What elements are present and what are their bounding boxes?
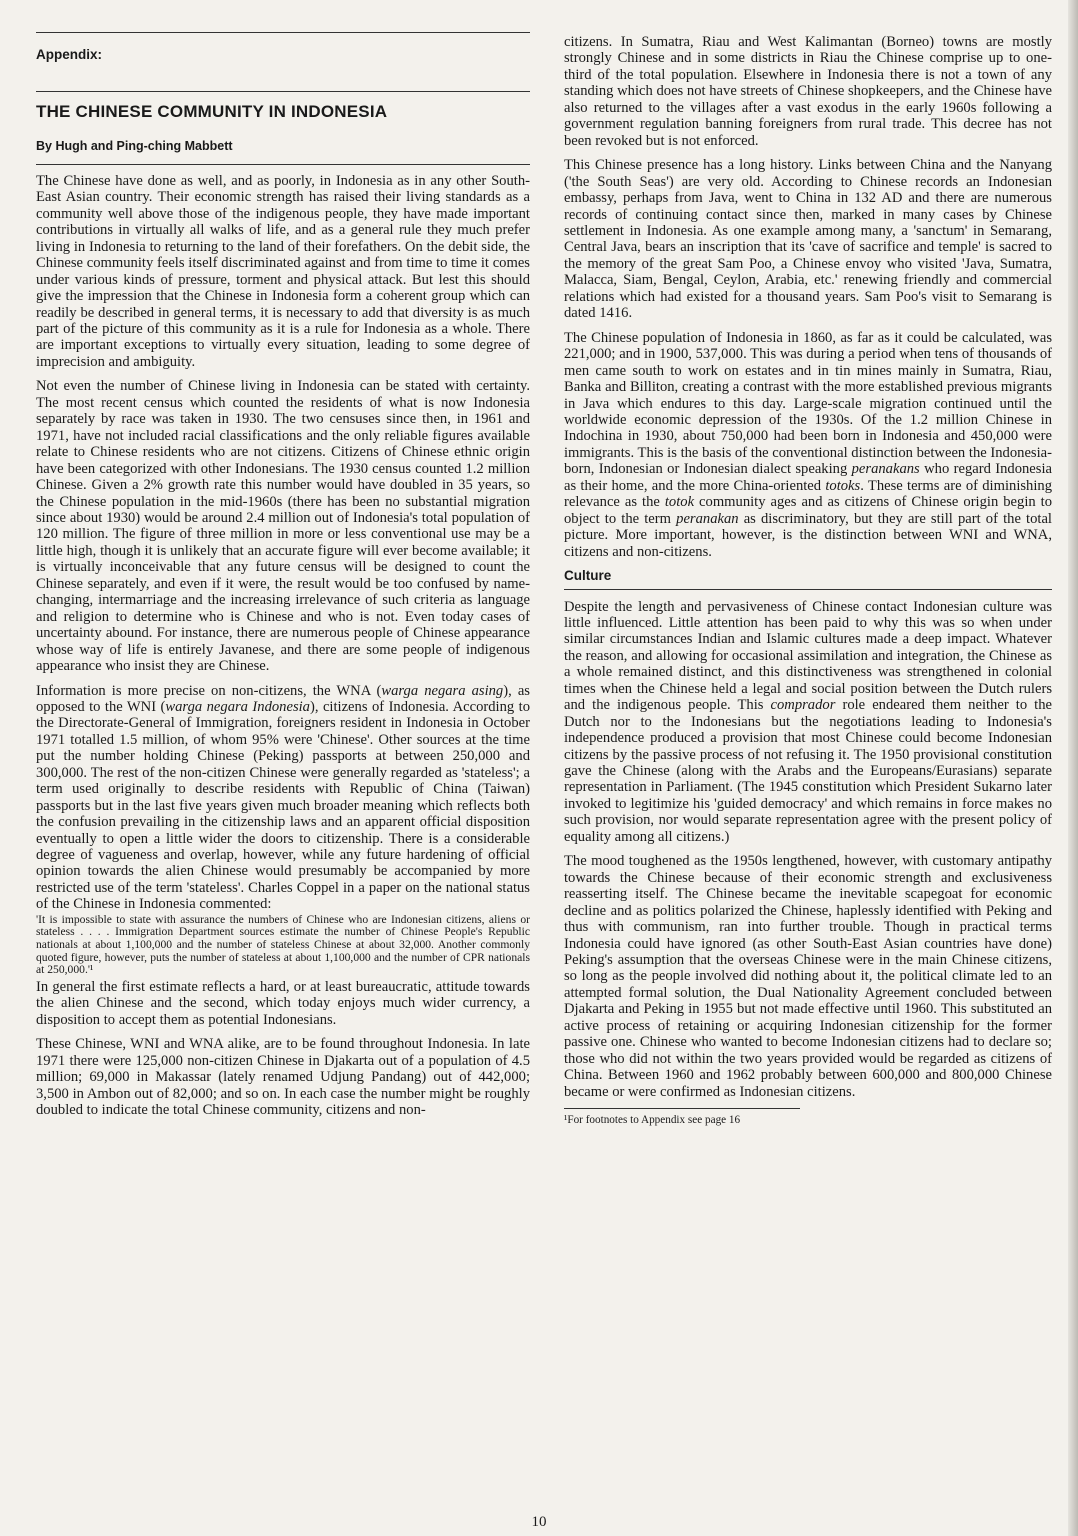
paragraph-population-count: Not even the number of Chinese living in Indonesia can be stated with certainty. The most recent census which counted the residents of what is now Indonesia separately by race was taken in 1930. The two censuses since then, in 1961 and 1971, have not included racial classifications and the only reliable figures available relate to Chinese residents who are not citizens. Citizens of Chinese ethnic origin have been categorized with other Indonesians. The 1930 census counted 1.2 million Chinese. Given a 2% growth rate this number would have doubled in 35 years, so the Chinese population in the mid-1960s (there has been no substantial migration since about 1930) would be around 2.4 million out of Indonesia's total population of 120 million. The figure of three million in more or less conventional use may be a little high, though it is unlikely that an accurate figure will ever become available; it is virtually inconceivable that any future census will be designed to count the Chinese separately, and even if it were, the result would be too confused by name-changing, intermarriage and the increasing irrelevance of such criteria as language and religion to determine who is Chinese and who is not. Even today cases of uncertainty abound. For instance, there are numerous people of Chinese appearance whose way of life is entirely Javanese, and there are some people of indigenous appearance who insist they are Chinese. [36, 378, 530, 675]
text-run: role endeared them neither to the Dutch nor to the Indonesians but the negotiations leading to Indonesia's independence produced a provision that most Chinese could become Indonesian citizens by the passive process of not refusing it. The 1950 provisional constitution gave the Chinese (along with the Arabs and the Europeans/Eurasians) separate representation in Parliament. (The 1945 constitution which President Sukarno later invoked to legitimize his 'guided democracy' and which remains in force makes no such provision, nor would separate representation agree with the present policy of equality among all citizens.) [564, 697, 1053, 845]
article-title: THE CHINESE COMMUNITY IN INDONESIA [36, 102, 388, 121]
footnote: ¹For footnotes to Appendix see page 16 [564, 1114, 741, 1127]
appendix-label: Appendix: [36, 47, 102, 62]
paragraph-migration [564, 330, 1052, 560]
text-run: The Chinese population of Indonesia in 1860, as far as it could be calculated, was 221,000; and in 1900, 537,000. This was during a period when tens of thousands of men came south to work on estates and in tin mines mainly in Sumatra, Riau, Banka and Billiton, creating a contrast with the more established previous migrants in Java which endures to this day. Large-scale migration continued until the worldwide economic depression of the 1930s. Of the 1.2 million Chinese in Indochina in 1930, about 750,000 had been born in Indonesia and 450,000 were immigrants. This is the basis of the conventional distinction between the Indonesia-born, Indonesian or Indonesian dialect speaking [564, 329, 1052, 478]
byline: By Hugh and Ping-ching Mabbett [36, 139, 233, 154]
paragraph-non-citizens [36, 683, 530, 913]
section-heading-culture: Culture [564, 568, 612, 584]
text-run: . These terms are of diminishing relevance as the [564, 477, 1052, 511]
paragraph-distribution: These Chinese, WNI and WNA alike, are to be found throughout Indonesia. In late 1971 there were 125,000 non-citizen Chinese in Djakarta out of a population of 4.5 million; 69,000 in Makassar (lately renamed Udjung Pandang) out of 442,000; 3,500 in Ambon out of 82,000; and so on. In each case the number might be roughly doubled to indicate the total Chinese community, citizens and non- [36, 1036, 530, 1118]
italic-term: warga negara asing [381, 682, 504, 699]
italic-term: totok [664, 494, 695, 511]
text-run: as discriminatory, but they are still part of the total picture. More important, however, is the distinction between WNI and WNA, citizens and non-citizens. [564, 510, 1052, 560]
header-rule-middle [36, 91, 530, 92]
italic-term: comprador [770, 697, 836, 714]
left-column [36, 32, 530, 1126]
byline-rule [36, 164, 530, 165]
right-column [564, 34, 1052, 1129]
paragraph-intro: The Chinese have done as well, and as poorly, in Indonesia as in any other South-East Asian country. Their economic strength has raised their living standards as a community well above those of the indigenous people, they have made important contributions in virtually all walks of life, and as a general rule they much prefer living in Indonesia to returning to the land of their forefathers. On the debit side, the Chinese community feels itself discriminated against and from time to time it comes under various kinds of pressure, torment and physical attack. But lest this should give the impression that the Chinese in Indonesia form a coherent group which can readily be described in general terms, it is necessary to add that diversity is as much part of the picture of this community as it is a rule for Indonesia as a whole. There are important exceptions to virtually every situation, leading to some degree of imprecision and ambiguity. [36, 172, 530, 370]
page-number: 10 [531, 1514, 547, 1530]
text-run: ), citizens of Indonesia. According to the Directorate-General of Immigration, foreigners resident in Indonesia in October 1971 totalled 1.5 million, of whom 95% were 'Chinese'. Other sources at the time put the number holding Chinese (Peking) passports at between 250,000 and 300,000. The rest of the non-citizen Chinese were generally regarded as 'stateless'; a term used originally to describe residents with Republic of China (Taiwan) passports but in the last five years given much broader meaning which reflects both the confusion prevailing in the citizenship laws and an apparent official disposition eventually to open a little wider the doors to citizenship. There is a considerable degree of vagueness and overlap, however, while any future hardening of official opinion towards the alien Chinese would presumably be accompanied by more restricted use of the term 'stateless'. Charles Coppel in a paper on the national status of the Chinese in Indonesia commented: [36, 698, 531, 913]
section-rule [564, 589, 1052, 590]
text-run: who regard Indonesia as their home, and the more China-oriented [564, 461, 1052, 494]
text-run: community ages and as citizens of Chinese origin begin to object to the term [564, 494, 1053, 527]
text-run: Despite the length and pervasiveness of Chinese contact Indonesian culture was little influenced. Little attention has been paid to why this was so when under similar circumstances Indian and Islamic cultures made a deep impact. Whatever the reason, and allowing for occasional assimilation and integration, the Chinese as a whole remained distinct, and this distinctiveness was strengthened in colonial times when the Chinese held a legal and social position between the Dutch rulers and the indigenous people. This [564, 598, 1052, 714]
page-edge-shadow [1068, 0, 1078, 1536]
italic-term: totoks [825, 477, 861, 494]
paragraph-culture [564, 599, 1052, 846]
footnote-rule [564, 1108, 800, 1109]
paragraph-estimates: In general the first estimate reflects a hard, or at least bureaucratic, attitude towards the alien Chinese and the second, which today enjoys much wider currency, a disposition to accept them as potential Indonesians. [36, 978, 530, 1028]
italic-term: warga negara Indonesia [165, 698, 310, 715]
paragraph-towns: citizens. In Sumatra, Riau and West Kalimantan (Borneo) towns are mostly strongly Chinese and in some districts in Riau the Chinese comprise up to one-third of the total population. Elsewhere in Indonesia there is not a town of any standing which does not have streets of Chinese shopkeepers, and the Chinese have also returned to the villages after a vast exodus in the early 1960s following a government regulation banning foreigners from rural trade. This decree has not been revoked but is not enforced. [564, 34, 1052, 149]
italic-term: peranakans [851, 461, 920, 478]
paragraph-history: This Chinese presence has a long history. Links between China and the Nanyang ('the South Seas') are very old. According to Chinese records an Indonesian embassy, perhaps from Java, went to China in 132 AD and there are numerous records of continuing contact since then, marked in many cases by Chinese settlement in Indonesia. As one example among many, a 'sanctum' in Semarang, Central Java, bears an inscription that its 'cave of sacrifice and temple' is sacred to the memory of the great Sam Poo, a Chinese envoy who visited 'Java, Sumatra, Malacca, Siam, Bengal, Ceylon, Arabia, etc.' renewing friendly and commercial relations which had existed for a thousand years. Sam Poo's visit to Semarang is dated 1416. [564, 157, 1052, 322]
text-run: Information is more precise on non-citizens, the WNA ( [36, 682, 382, 699]
italic-term: peranakan [676, 510, 739, 527]
text-run: ), as opposed to the WNI ( [36, 682, 530, 715]
block-quote-coppel: 'It is impossible to state with assurance the numbers of Chinese who are Indonesian citizens, aliens or stateless . . . . Immigration Department sources estimate the number of Chinese People's Republic nationals at about 1,100,000 and the number of stateless Chinese at about 32,000. Another commonly quoted figure, however, puts the number of stateless at about 1,100,000 and the number of CPR nationals at 250,000.'¹ [36, 912, 530, 977]
paragraph-1950s: The mood toughened as the 1950s lengthened, however, with customary antipathy towards the Chinese because of their economic strength and exclusiveness reasserting itself. The Chinese became the inevitable scapegoat for economic decline and as politics polarized the Chinese, haplessly identified with Peking and thus with communism, ran into further trouble. Though in practical terms Indonesia could have ignored (as other South-East Asian countries have done) Peking's assumption that the overseas Chinese were in the main Chinese citizens, so long as the people involved did nothing about it, the political climate led to an attempted formal solution, the Dual Nationality Agreement concluded between Djakarta and Peking in 1955 but not made effective until 1960. This substituted an active process of retaining or acquiring Indonesian citizenship for the former passive one. Chinese who wanted to become Indonesian citizens had to declare so; those who did not within the two years provided would be regarded as citizens of China. Between 1960 and 1962 probably between 600,000 and 800,000 Chinese became or were confirmed as Indonesian citizens. [564, 853, 1052, 1100]
